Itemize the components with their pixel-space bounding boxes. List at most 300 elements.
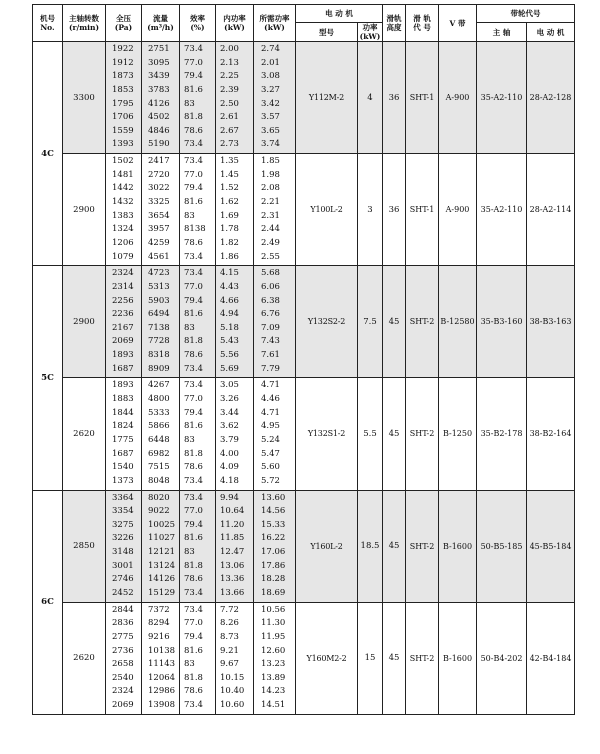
required-power-value: 2.21	[261, 197, 280, 208]
internal-power-value: 3.05	[220, 380, 239, 391]
pressure-value: 2836	[112, 618, 134, 629]
required-power-value: 5.68	[261, 268, 280, 279]
required-power-value: 7.43	[261, 336, 280, 347]
flow-value: 11027	[148, 533, 176, 544]
flow-value: 3095	[148, 57, 170, 68]
efficiency-value: 73.4	[184, 44, 203, 54]
pressure-list	[106, 490, 142, 602]
pressure-value: 1502	[112, 156, 134, 167]
flow-value: 5333	[148, 407, 170, 418]
required-power-value: 2.08	[261, 183, 280, 194]
efficiency-list	[180, 378, 216, 490]
efficiency-value: 78.6	[184, 237, 203, 248]
internal-power-value: 3.62	[220, 421, 239, 432]
internal-power-value: 4.43	[220, 281, 239, 292]
rail-height-cell: 45	[383, 602, 406, 714]
required-power-value: 14.56	[261, 506, 286, 517]
required-power-value: 3.57	[261, 112, 280, 123]
flow-value: 5190	[148, 139, 170, 150]
header-efficiency: 效率 (%)	[180, 5, 216, 42]
flow-value: 6982	[148, 448, 170, 459]
group-row	[33, 490, 575, 602]
flow-list	[142, 266, 180, 378]
efficiency-value: 83	[184, 659, 195, 670]
flow-list	[142, 378, 180, 490]
efficiency-value: 73.4	[184, 380, 203, 391]
flow-value: 12064	[148, 672, 176, 683]
required-power-value: 5.24	[261, 434, 280, 445]
machine-number: 5C	[33, 266, 63, 490]
header-motor: 电 动 机	[296, 5, 383, 23]
required-power-value: 2.44	[261, 224, 280, 235]
v-belt-cell: A-900	[439, 42, 477, 154]
pressure-value: 1432	[112, 197, 134, 208]
rail-code-cell: SHT-2	[406, 602, 439, 714]
pressure-value: 1559	[112, 125, 134, 136]
internal-power-value: 3.79	[220, 434, 239, 445]
internal-power-value: 8.26	[220, 618, 239, 629]
efficiency-value: 77.0	[184, 394, 203, 405]
group-row	[33, 42, 575, 154]
internal-power-value: 8.73	[220, 631, 239, 642]
pressure-value: 2069	[112, 700, 134, 711]
pressure-value: 2844	[112, 604, 134, 615]
fan-spec-table	[32, 4, 575, 715]
internal-power-value: 10.40	[220, 686, 245, 697]
required-power-list	[254, 378, 296, 490]
flow-value: 4502	[148, 112, 170, 123]
pressure-value: 1795	[112, 98, 134, 109]
header-model-no: 机号 No.	[33, 5, 63, 42]
header-speed: 主轴转数 (r/min)	[63, 5, 106, 42]
internal-power-value: 1.78	[220, 224, 239, 235]
internal-power-value: 1.82	[220, 237, 239, 248]
internal-power-value: 11.20	[220, 519, 245, 530]
efficiency-list	[180, 154, 216, 266]
flow-value: 8318	[148, 350, 170, 361]
efficiency-value: 73.4	[184, 587, 203, 598]
pressure-value: 1481	[112, 169, 134, 180]
pressure-list	[106, 602, 142, 714]
required-power-value: 11.95	[261, 631, 286, 642]
internal-power-value: 1.62	[220, 197, 239, 208]
pressure-value: 1922	[112, 44, 134, 54]
internal-power-value: 2.50	[220, 98, 239, 109]
efficiency-value: 73.4	[184, 604, 203, 615]
required-power-value: 3.65	[261, 125, 280, 136]
internal-power-value: 4.09	[220, 462, 239, 473]
efficiency-value: 73.4	[184, 139, 203, 150]
required-power-value: 6.38	[261, 295, 280, 306]
internal-power-value: 2.73	[220, 139, 239, 150]
required-power-value: 7.09	[261, 322, 280, 333]
group-row	[33, 602, 575, 714]
efficiency-value: 83	[184, 434, 195, 445]
rail-height-cell: 45	[383, 490, 406, 602]
rail-code-cell: SHT-1	[406, 42, 439, 154]
required-power-value: 1.85	[261, 156, 280, 167]
motor-power-cell: 18.5	[358, 490, 383, 602]
efficiency-value: 79.4	[184, 183, 203, 194]
efficiency-value: 79.4	[184, 631, 203, 642]
flow-value: 8909	[148, 363, 170, 374]
internal-power-value: 9.67	[220, 659, 239, 670]
pressure-value: 1393	[112, 139, 134, 150]
flow-value: 8048	[148, 475, 170, 486]
pressure-value: 1853	[112, 84, 134, 95]
pressure-value: 1373	[112, 475, 134, 486]
rail-height-cell: 45	[383, 266, 406, 378]
v-belt-cell: B-1250	[439, 378, 477, 490]
pressure-list	[106, 266, 142, 378]
internal-power-value: 1.52	[220, 183, 239, 194]
efficiency-value: 79.4	[184, 71, 203, 82]
required-power-value: 2.01	[261, 57, 280, 68]
required-power-value: 7.79	[261, 363, 280, 374]
efficiency-value: 73.4	[184, 700, 203, 711]
internal-power-value: 9.21	[220, 645, 239, 656]
flow-value: 4846	[148, 125, 170, 136]
required-power-value: 14.23	[261, 686, 286, 697]
pressure-value: 1079	[112, 251, 134, 262]
efficiency-value: 77.0	[184, 169, 203, 180]
rail-code-cell: SHT-2	[406, 378, 439, 490]
speed-cell: 3300	[63, 42, 106, 154]
pressure-value: 2236	[112, 309, 134, 320]
efficiency-list	[180, 602, 216, 714]
pressure-value: 2658	[112, 659, 134, 670]
internal-power-list	[216, 490, 254, 602]
flow-list	[142, 490, 180, 602]
internal-power-value: 13.66	[220, 587, 245, 598]
efficiency-value: 81.8	[184, 448, 203, 459]
internal-power-value: 1.86	[220, 251, 239, 262]
pressure-value: 1442	[112, 183, 134, 194]
flow-value: 8020	[148, 492, 170, 503]
flow-value: 4800	[148, 394, 170, 405]
efficiency-value: 78.6	[184, 574, 203, 585]
required-power-value: 3.74	[261, 139, 280, 150]
required-power-value: 16.22	[261, 533, 286, 544]
pressure-value: 2736	[112, 645, 134, 656]
motor-model-cell: Y160L-2	[296, 490, 358, 602]
efficiency-value: 73.4	[184, 363, 203, 374]
rail-height-cell: 45	[383, 378, 406, 490]
pressure-value: 1873	[112, 71, 134, 82]
rail-code-cell: SHT-1	[406, 154, 439, 266]
internal-power-value: 5.56	[220, 350, 239, 361]
flow-value: 12986	[148, 686, 176, 697]
required-power-value: 11.30	[261, 618, 286, 629]
motor-pulley-cell: 42-B4-184	[527, 602, 575, 714]
v-belt-cell: B-1600	[439, 490, 477, 602]
v-belt-cell: A-900	[439, 154, 477, 266]
efficiency-value: 81.8	[184, 112, 203, 123]
flow-list	[142, 154, 180, 266]
internal-power-value: 2.61	[220, 112, 239, 123]
internal-power-list	[216, 266, 254, 378]
header-motor-model: 型号	[296, 23, 358, 42]
motor-model-cell: Y112M-2	[296, 42, 358, 154]
pressure-list	[106, 378, 142, 490]
efficiency-value: 77.0	[184, 506, 203, 517]
flow-value: 7372	[148, 604, 170, 615]
flow-value: 3325	[148, 197, 170, 208]
internal-power-value: 3.26	[220, 394, 239, 405]
pressure-value: 2069	[112, 336, 134, 347]
spindle-pulley-cell: 35-B3-160	[477, 266, 527, 378]
header-motor-pulley: 电 动 机	[527, 23, 575, 42]
header-required-power: 所需功率 (kW)	[254, 5, 296, 42]
efficiency-value: 79.4	[184, 295, 203, 306]
internal-power-value: 1.69	[220, 210, 239, 221]
internal-power-value: 4.15	[220, 268, 239, 279]
efficiency-value: 78.6	[184, 125, 203, 136]
required-power-value: 7.61	[261, 350, 280, 361]
pressure-value: 1206	[112, 237, 134, 248]
internal-power-value: 13.36	[220, 574, 245, 585]
efficiency-value: 77.0	[184, 281, 203, 292]
flow-value: 3783	[148, 84, 170, 95]
flow-value: 11143	[148, 659, 176, 670]
flow-value: 5903	[148, 295, 170, 306]
internal-power-value: 12.47	[220, 547, 245, 558]
group-row	[33, 378, 575, 490]
internal-power-value: 5.43	[220, 336, 239, 347]
pressure-value: 1687	[112, 363, 134, 374]
efficiency-value: 81.6	[184, 533, 203, 544]
efficiency-list	[180, 266, 216, 378]
flow-value: 14126	[148, 574, 176, 585]
machine-number: 6C	[33, 490, 63, 714]
required-power-value: 13.89	[261, 672, 286, 683]
required-power-value: 4.95	[261, 421, 280, 432]
efficiency-value: 78.6	[184, 350, 203, 361]
header-pulley: 带轮代号	[477, 5, 575, 23]
pressure-value: 1824	[112, 421, 134, 432]
flow-value: 3654	[148, 210, 170, 221]
efficiency-value: 81.6	[184, 421, 203, 432]
internal-power-value: 9.94	[220, 492, 239, 503]
flow-value: 4723	[148, 268, 170, 279]
required-power-list	[254, 42, 296, 154]
internal-power-value: 11.85	[220, 533, 245, 544]
pressure-value: 2324	[112, 686, 134, 697]
flow-value: 15129	[148, 587, 176, 598]
header-internal-power: 内功率 (kW)	[216, 5, 254, 42]
required-power-value: 10.56	[261, 604, 286, 615]
efficiency-value: 73.4	[184, 268, 203, 279]
speed-cell: 2620	[63, 378, 106, 490]
required-power-list	[254, 154, 296, 266]
pressure-value: 3148	[112, 547, 134, 558]
pressure-value: 2540	[112, 672, 134, 683]
speed-cell: 2900	[63, 154, 106, 266]
pressure-value: 1912	[112, 57, 134, 68]
speed-cell: 2620	[63, 602, 106, 714]
required-power-value: 2.31	[261, 210, 280, 221]
flow-value: 9022	[148, 506, 170, 517]
pressure-value: 3001	[112, 560, 134, 571]
efficiency-value: 73.4	[184, 156, 203, 167]
pressure-value: 2324	[112, 268, 134, 279]
pressure-value: 2746	[112, 574, 134, 585]
flow-list	[142, 602, 180, 714]
required-power-value: 12.60	[261, 645, 286, 656]
flow-value: 6448	[148, 434, 170, 445]
required-power-value: 17.86	[261, 560, 286, 571]
efficiency-value: 83	[184, 547, 195, 558]
spindle-pulley-cell: 35-B2-178	[477, 378, 527, 490]
internal-power-value: 7.72	[220, 604, 239, 615]
internal-power-list	[216, 378, 254, 490]
flow-value: 4126	[148, 98, 170, 109]
required-power-value: 2.74	[261, 44, 280, 54]
internal-power-value: 5.69	[220, 363, 239, 374]
flow-value: 7728	[148, 336, 170, 347]
efficiency-list	[180, 490, 216, 602]
flow-value: 4267	[148, 380, 170, 391]
required-power-value: 18.69	[261, 587, 286, 598]
internal-power-value: 1.45	[220, 169, 239, 180]
required-power-value: 3.08	[261, 71, 280, 82]
pressure-value: 1383	[112, 210, 134, 221]
internal-power-value: 13.06	[220, 560, 245, 571]
flow-value: 7138	[148, 322, 170, 333]
motor-power-cell: 3	[358, 154, 383, 266]
internal-power-value: 4.18	[220, 475, 239, 486]
required-power-value: 4.46	[261, 394, 280, 405]
internal-power-value: 4.00	[220, 448, 239, 459]
flow-value: 3957	[148, 224, 170, 235]
pressure-value: 3226	[112, 533, 134, 544]
fan-spec-table-wrapper	[32, 4, 575, 715]
efficiency-value: 81.6	[184, 645, 203, 656]
internal-power-value: 3.44	[220, 407, 239, 418]
efficiency-value: 83	[184, 210, 195, 221]
internal-power-value: 10.64	[220, 506, 245, 517]
pressure-value: 1687	[112, 448, 134, 459]
required-power-value: 4.71	[261, 407, 280, 418]
efficiency-value: 81.6	[184, 309, 203, 320]
efficiency-value: 73.4	[184, 251, 203, 262]
spindle-pulley-cell: 35-A2-110	[477, 154, 527, 266]
internal-power-list	[216, 602, 254, 714]
efficiency-value: 73.4	[184, 492, 203, 503]
required-power-list	[254, 266, 296, 378]
pressure-value: 2314	[112, 281, 134, 292]
motor-model-cell: Y100L-2	[296, 154, 358, 266]
flow-value: 13908	[148, 700, 176, 711]
required-power-value: 2.49	[261, 237, 280, 248]
internal-power-value: 2.67	[220, 125, 239, 136]
spindle-pulley-cell: 50-B5-185	[477, 490, 527, 602]
internal-power-value: 10.60	[220, 700, 245, 711]
pressure-value: 1775	[112, 434, 134, 445]
required-power-value: 15.33	[261, 519, 286, 530]
internal-power-list	[216, 42, 254, 154]
flow-value: 5866	[148, 421, 170, 432]
internal-power-value: 10.15	[220, 672, 245, 683]
required-power-value: 5.47	[261, 448, 280, 459]
required-power-value: 6.76	[261, 309, 280, 320]
required-power-value: 13.60	[261, 492, 286, 503]
internal-power-value: 4.66	[220, 295, 239, 306]
header-motor-power: 功率 (kW)	[358, 23, 383, 42]
motor-pulley-cell: 38-B2-164	[527, 378, 575, 490]
group-row	[33, 266, 575, 378]
flow-value: 8294	[148, 618, 170, 629]
internal-power-value: 4.94	[220, 309, 239, 320]
required-power-list	[254, 490, 296, 602]
pressure-value: 1706	[112, 112, 134, 123]
motor-power-cell: 7.5	[358, 266, 383, 378]
flow-value: 6494	[148, 309, 170, 320]
rail-code-cell: SHT-2	[406, 490, 439, 602]
pressure-value: 2775	[112, 631, 134, 642]
flow-value: 3022	[148, 183, 170, 194]
efficiency-value: 73.4	[184, 475, 203, 486]
flow-value: 9216	[148, 631, 170, 642]
flow-value: 10138	[148, 645, 176, 656]
required-power-value: 2.55	[261, 251, 280, 262]
efficiency-value: 77.0	[184, 57, 203, 68]
pressure-list	[106, 42, 142, 154]
internal-power-list	[216, 154, 254, 266]
internal-power-value: 2.00	[220, 44, 239, 54]
flow-value: 13124	[148, 560, 176, 571]
required-power-value: 17.06	[261, 547, 286, 558]
efficiency-value: 78.6	[184, 686, 203, 697]
motor-pulley-cell: 28-A2-114	[527, 154, 575, 266]
efficiency-value: 78.6	[184, 462, 203, 473]
motor-pulley-cell: 45-B5-184	[527, 490, 575, 602]
motor-model-cell: Y160M2-2	[296, 602, 358, 714]
internal-power-value: 5.18	[220, 322, 239, 333]
motor-power-cell: 4	[358, 42, 383, 154]
flow-value: 3439	[148, 71, 170, 82]
pressure-value: 1893	[112, 380, 134, 391]
flow-value: 4259	[148, 237, 170, 248]
flow-value: 2751	[148, 44, 170, 54]
header-pressure: 全压 (Pa)	[106, 5, 142, 42]
required-power-value: 3.27	[261, 84, 280, 95]
motor-power-cell: 5.5	[358, 378, 383, 490]
pressure-value: 1893	[112, 350, 134, 361]
flow-value: 10025	[148, 519, 176, 530]
flow-value: 12121	[148, 547, 176, 558]
internal-power-value: 1.35	[220, 156, 239, 167]
pressure-value: 1540	[112, 462, 134, 473]
required-power-value: 5.60	[261, 462, 280, 473]
motor-pulley-cell: 38-B3-163	[527, 266, 575, 378]
internal-power-value: 2.39	[220, 84, 239, 95]
required-power-value: 13.23	[261, 659, 286, 670]
flow-value: 7515	[148, 462, 170, 473]
efficiency-value: 83	[184, 98, 195, 109]
v-belt-cell: B-12580	[439, 266, 477, 378]
efficiency-value: 81.6	[184, 197, 203, 208]
header-v-belt: V 带	[439, 5, 477, 42]
v-belt-cell: B-1600	[439, 602, 477, 714]
required-power-value: 18.28	[261, 574, 286, 585]
rail-code-cell: SHT-2	[406, 266, 439, 378]
required-power-value: 3.42	[261, 98, 280, 109]
required-power-value: 6.06	[261, 281, 280, 292]
flow-value: 5313	[148, 281, 170, 292]
table-header	[33, 5, 575, 42]
header-flow: 流量 (m³/h)	[142, 5, 180, 42]
